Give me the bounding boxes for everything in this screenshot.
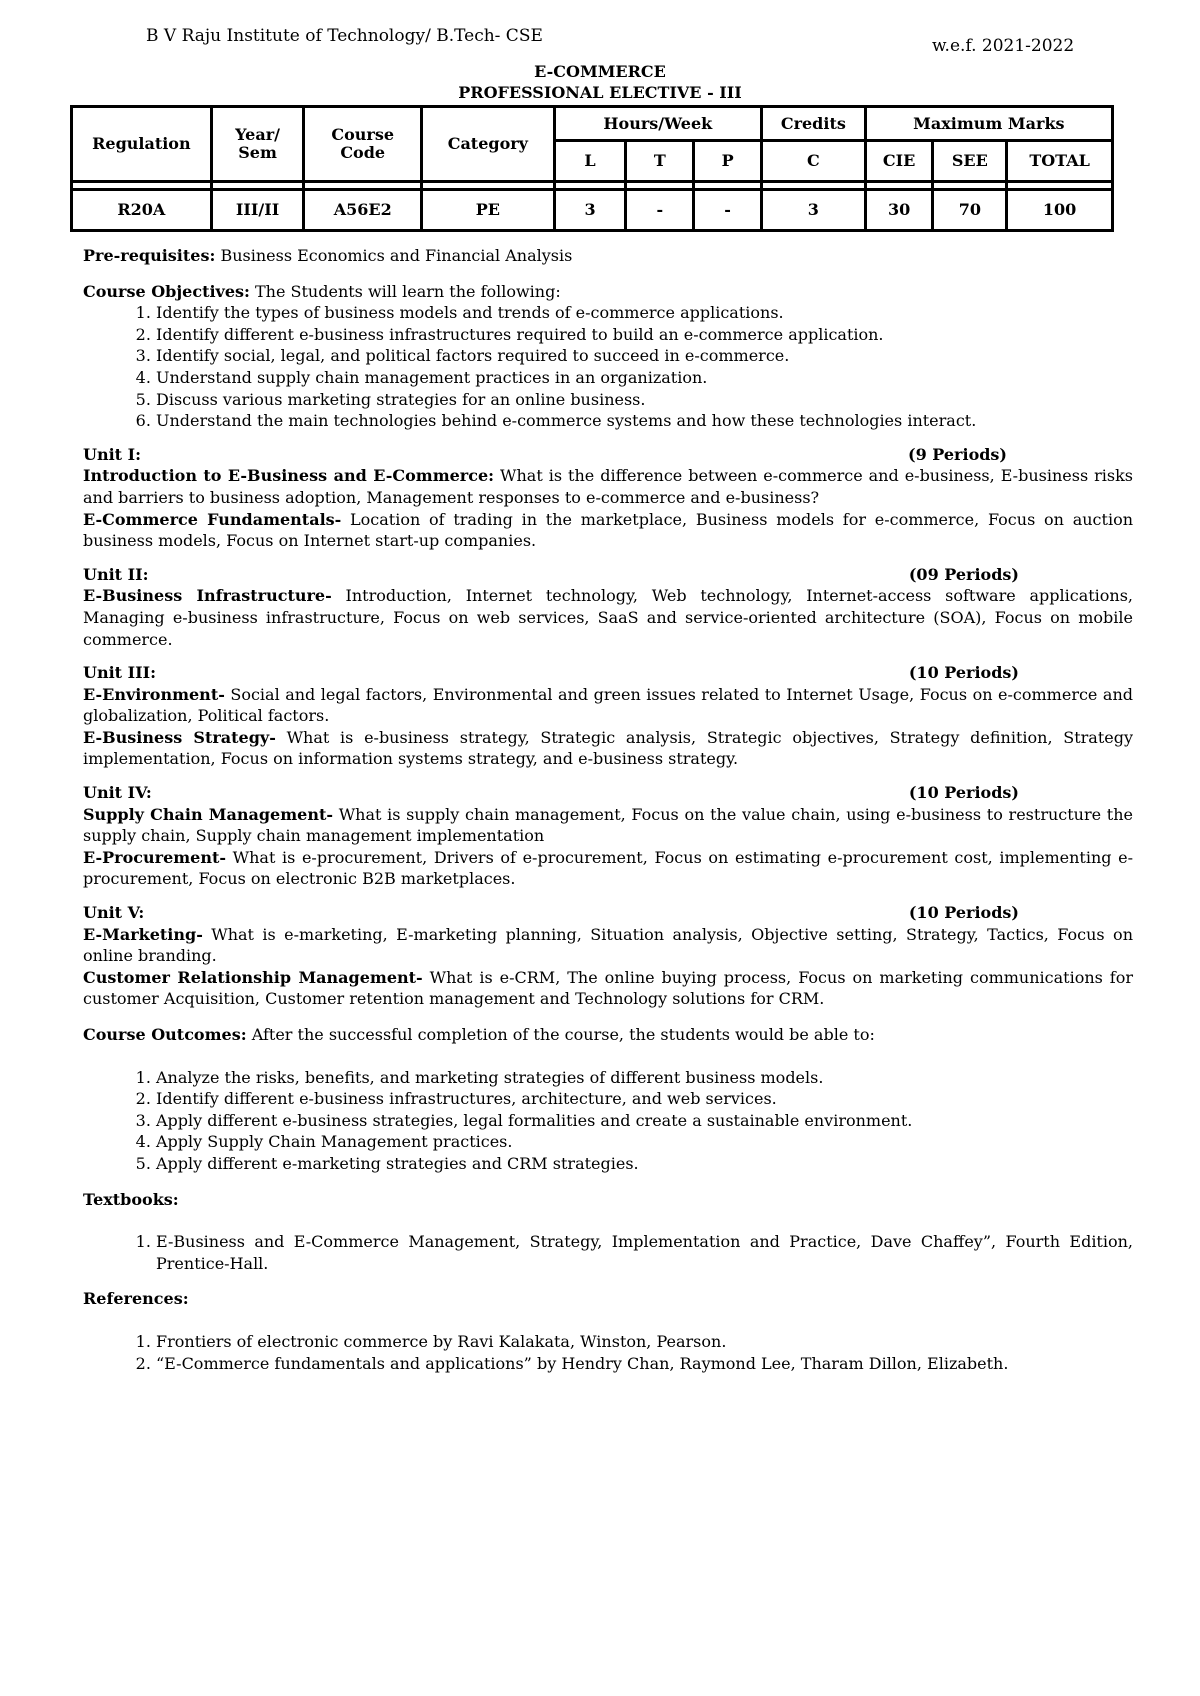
unit-paragraph: E-Procurement- What is e-procurement, Drivers of e-procurement, Focus on estimating e-procurement cost, implementing e-procurement, Focus on electronic B2B marketplaces. bbox=[83, 847, 1133, 889]
list-item: 2. Identify different e-business infrastructures, architecture, and web services. bbox=[156, 1088, 1133, 1110]
header-year-sem: Year/ Sem bbox=[211, 107, 304, 182]
unit-paragraph: E-Marketing- What is e-marketing, E-marketing planning, Situation analysis, Objective setting, Strategy, Tactics, Focus on online branding. bbox=[83, 924, 1133, 966]
list-item: 4. Apply Supply Chain Management practices. bbox=[156, 1131, 1133, 1153]
unit-periods: (9 Periods) bbox=[908, 444, 1007, 464]
list-item: 6. Understand the main technologies behind e-commerce systems and how these technologies interact. bbox=[156, 410, 1133, 432]
unit-periods: (10 Periods) bbox=[908, 783, 1019, 803]
unit-2 bbox=[83, 564, 1133, 650]
header-c: C bbox=[761, 141, 865, 182]
unit-label: Unit V: bbox=[83, 903, 145, 923]
outcomes-label: Course Outcomes: bbox=[83, 1025, 247, 1044]
outcomes-list bbox=[83, 1067, 1133, 1175]
list-item: 1. Identify the types of business models and trends of e-commerce applications. bbox=[156, 302, 1133, 324]
list-item: 1. Frontiers of electronic commerce by Ravi Kalakata, Winston, Pearson. bbox=[156, 1331, 1133, 1353]
references bbox=[83, 1288, 1133, 1374]
unit-paragraph: Introduction to E-Business and E-Commerce: What is the difference between e-commerce and e-business, E-business risks and barriers to business adoption, Management responses to e-commerce and e-business? bbox=[83, 466, 1134, 507]
references-list bbox=[83, 1331, 1133, 1374]
header-maximum-marks: Maximum Marks bbox=[865, 107, 1112, 141]
header-l: L bbox=[554, 141, 626, 182]
unit-label: Unit II: bbox=[83, 564, 149, 584]
unit-periods: (10 Periods) bbox=[908, 663, 1019, 683]
header-see: SEE bbox=[933, 141, 1007, 182]
list-item: 2. Identify different e-business infrastructures required to build an e-commerce application. bbox=[156, 324, 1133, 346]
syllabus-content bbox=[83, 245, 1133, 1374]
course-subtitle: PROFESSIONAL ELECTIVE - III bbox=[458, 83, 742, 102]
prerequisites bbox=[83, 245, 1133, 267]
list-item: 3. Identify social, legal, and political factors required to succeed in e-commerce. bbox=[156, 345, 1133, 367]
course-title: E-COMMERCE bbox=[534, 62, 666, 81]
cell-course-code: A56E2 bbox=[304, 190, 422, 231]
cell-t: - bbox=[626, 190, 694, 231]
textbooks-list bbox=[83, 1231, 1133, 1274]
unit-paragraph: E-Commerce Fundamentals- Location of trading in the marketplace, Business models for e-commerce, Focus on auction business models, Focus on Internet start-up companies. bbox=[83, 509, 1133, 551]
textbooks bbox=[83, 1189, 1133, 1275]
unit-periods: (10 Periods) bbox=[908, 903, 1019, 923]
course-objectives bbox=[83, 281, 1133, 432]
header-cie: CIE bbox=[865, 141, 933, 182]
unit-paragraph: E-Business Strategy- What is e-business strategy, Strategic analysis, Strategic objectives, Strategy definition, Strategy implementation, Focus on information systems strategy, and e-business strategy. bbox=[83, 727, 1134, 769]
cell-p: - bbox=[694, 190, 762, 231]
unit-paragraph: Customer Relationship Management- What is e-CRM, The online buying process, Focus on marketing communications for customer Acquisition, Customer retention management and Technology solutions for CRM. bbox=[83, 967, 1134, 1009]
cell-regulation: R20A bbox=[72, 190, 212, 231]
objectives-list bbox=[83, 302, 1133, 432]
unit-paragraph: E-Business Infrastructure- Introduction, Internet technology, Web technology, Internet-access software applications, Managing e-business infrastructure, Focus on web services, SaaS and service-oriented architecture (SOA), Focus on mobile commerce. bbox=[83, 586, 1134, 649]
list-item: 1. Analyze the risks, benefits, and marketing strategies of different business models. bbox=[156, 1067, 1133, 1089]
list-item: 3. Apply different e-business strategies, legal formalities and create a sustainable environment. bbox=[156, 1110, 1133, 1132]
course-details-table bbox=[70, 105, 1114, 232]
unit-paragraph: E-Environment- Social and legal factors, Environmental and green issues related to Internet Usage, Focus on e-commerce and globalization, Political factors. bbox=[83, 684, 1133, 726]
header-course-code: Course Code bbox=[304, 107, 422, 182]
header-hours-week: Hours/Week bbox=[554, 107, 761, 141]
unit-label: Unit I: bbox=[83, 444, 142, 464]
effective-date: w.e.f. 2021-2022 bbox=[932, 36, 1075, 56]
unit-3 bbox=[83, 662, 1133, 770]
unit-label: Unit III: bbox=[83, 663, 156, 683]
cell-see: 70 bbox=[933, 190, 1007, 231]
list-item: 5. Apply different e-marketing strategies and CRM strategies. bbox=[156, 1153, 1133, 1175]
unit-periods: (09 Periods) bbox=[908, 564, 1019, 584]
header-category: Category bbox=[422, 107, 555, 182]
list-item: 2. “E-Commerce fundamentals and applications” by Hendry Chan, Raymond Lee, Tharam Dillon, Elizabeth. bbox=[156, 1353, 1133, 1375]
header-p: P bbox=[694, 141, 762, 182]
header-credits: Credits bbox=[761, 107, 865, 141]
outcomes-intro: After the successful completion of the course, the students would be able to: bbox=[246, 1025, 875, 1044]
cell-l: 3 bbox=[554, 190, 626, 231]
cell-cie: 30 bbox=[865, 190, 933, 231]
unit-1 bbox=[83, 444, 1133, 552]
objectives-label: Course Objectives: bbox=[83, 281, 250, 301]
table-row bbox=[72, 190, 1113, 231]
header-total: TOTAL bbox=[1007, 141, 1113, 182]
unit-5 bbox=[83, 902, 1133, 1010]
unit-4 bbox=[83, 782, 1133, 890]
cell-year-sem: III/II bbox=[211, 190, 304, 231]
unit-paragraph: Supply Chain Management- What is supply chain management, Focus on the value chain, using e-business to restructure the supply chain, Supply chain management implementation bbox=[83, 804, 1133, 846]
unit-label: Unit IV: bbox=[83, 783, 152, 803]
list-item: 5. Discuss various marketing strategies for an online business. bbox=[156, 389, 1133, 411]
objectives-intro: The Students will learn the following: bbox=[249, 281, 561, 301]
references-label: References: bbox=[83, 1289, 189, 1309]
textbooks-label: Textbooks: bbox=[83, 1189, 179, 1209]
institute-header: B V Raju Institute of Technology/ B.Tech- CSE bbox=[146, 26, 543, 46]
header-t: T bbox=[626, 141, 694, 182]
cell-category: PE bbox=[422, 190, 555, 231]
list-item: 1. E-Business and E-Commerce Management, Strategy, Implementation and Practice, Dave Chaffey”, Fourth Edition, Prentice-Hall. bbox=[156, 1231, 1133, 1274]
cell-c: 3 bbox=[761, 190, 865, 231]
prerequisites-text: Business Economics and Financial Analysis bbox=[215, 246, 573, 265]
course-outcomes bbox=[83, 1024, 1133, 1175]
cell-total: 100 bbox=[1007, 190, 1113, 231]
list-item: 4. Understand supply chain management practices in an organization. bbox=[156, 367, 1133, 389]
prerequisites-label: Pre-requisites: bbox=[83, 246, 216, 265]
header-regulation: Regulation bbox=[72, 107, 212, 182]
